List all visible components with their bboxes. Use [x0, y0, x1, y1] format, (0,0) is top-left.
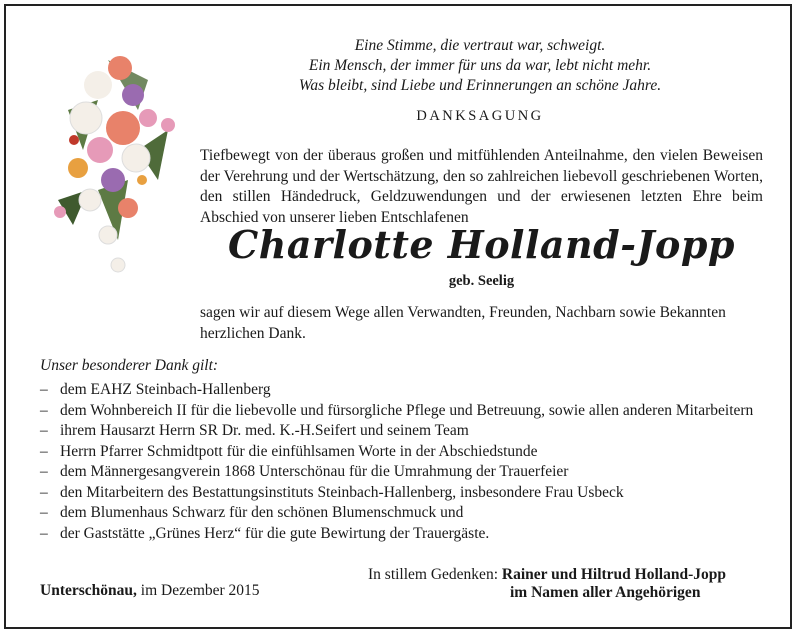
list-item [40, 524, 760, 543]
deceased-name: Charlotte Holland-Jopp [228, 222, 735, 267]
family-names: Rainer und Hiltrud Holland-Jopp [501, 566, 726, 583]
dash-bullet: – [40, 524, 48, 542]
notice-date: im Dezember 2015 [140, 582, 260, 599]
list-item-text: der Gaststätte „Grünes Herz“ für die gute Bewirtung der Trauergäste. [60, 524, 490, 542]
dash-bullet: – [40, 422, 48, 439]
dash-bullet: – [40, 442, 48, 460]
thanks-list [40, 380, 760, 544]
poem-line: Ein Mensch, der immer für uns da war, lebt nicht mehr. [308, 57, 652, 74]
list-item [40, 462, 760, 481]
list-item-text: ihrem Hausarzt Herrn SR Dr. med. K.-H.Seifert und seinem Team [60, 422, 469, 439]
intro-paragraph: Tiefbewegt von der überaus großen und mitfühlenden Anteilnahme, den vielen Beweisen der Verehrung und der Wertschätzung, den so zahlreichen liebevoll geschriebenen Worten, den stillen Händedruck, Geldzuwendungen und der erwiesenen letzten Ehre beim Abschied von unserer lieben Entschlafenen [200, 147, 763, 226]
memorial-poem [260, 36, 700, 96]
list-item [40, 401, 760, 420]
list-item-text: Herrn Pfarrer Schmidtpott für die einfühlsamen Worte in der Abschiedstunde [60, 442, 538, 460]
list-item [40, 483, 760, 502]
thanks-title: Unser besonderer Dank gilt: [40, 357, 219, 374]
list-item [40, 442, 760, 461]
dash-bullet: – [40, 504, 48, 521]
list-item-text: dem EAHZ Steinbach-Hallenberg [60, 381, 271, 398]
dash-bullet: – [40, 401, 48, 419]
list-item [40, 380, 760, 399]
poem-line: Eine Stimme, die vertraut war, schweigt. [354, 37, 606, 54]
birth-name: geb. Seelig [448, 273, 515, 289]
memory-prefix: In stillem Gedenken: [368, 566, 498, 583]
list-item [40, 503, 760, 522]
memory-line [368, 566, 726, 584]
flower-bouquet-image [38, 40, 188, 290]
dash-bullet: – [40, 463, 48, 480]
closing-paragraph: sagen wir auf diesem Wege allen Verwandten, Freunden, Nachbarn sowie Bekannten herzlichen Dank. [200, 304, 726, 342]
poem-line: Was bleibt, sind Liebe und Erinnerungen an schöne Jahre. [298, 77, 662, 94]
list-item-text: dem Männergesangverein 1868 Unterschönau für die Umrahmung der Trauerfeier [60, 463, 569, 480]
list-item-text: den Mitarbeitern des Bestattungsinstituts Steinbach-Hallenberg, insbesondere Frau Usbeck [60, 483, 624, 501]
dash-bullet: – [40, 483, 48, 501]
list-item [40, 421, 760, 440]
relatives-line: im Namen aller Angehörigen [510, 584, 701, 601]
place-name: Unterschönau, [40, 582, 137, 599]
list-item-text: dem Wohnbereich II für die liebevolle und fürsorgliche Pflege und Betreuung, sowie allen anderen Mitarbeitern [60, 401, 754, 419]
notice-heading: DANKSAGUNG [416, 108, 544, 124]
dash-bullet: – [40, 381, 48, 398]
list-item-text: dem Blumenhaus Schwarz für den schönen Blumenschmuck und [60, 504, 464, 521]
place-date [40, 582, 260, 600]
